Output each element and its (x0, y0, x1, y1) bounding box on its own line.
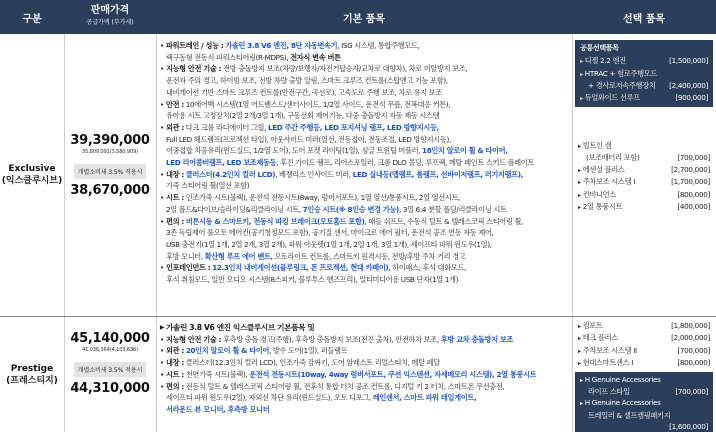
basic-item (158, 216, 572, 228)
item-text: 가솔린 3.8 V6 엔진, 8단 자동변속기 (225, 41, 338, 50)
option-price: [2,000,000] (671, 333, 710, 343)
option-name (580, 68, 657, 80)
option-label: H Genuine Accessories (584, 374, 661, 384)
option-name (580, 410, 670, 421)
basic-item-text (166, 262, 466, 274)
item-text: 내비게이션 기반 스마트 크루즈 컨트롤(안전구간, 곡선로), 고속도로 주행 보조, 차로 유지 보조 (166, 87, 442, 97)
bullet-icon: • (160, 358, 164, 368)
trim-name-kr: (프레스티지) (6, 375, 58, 386)
item-text: LED 주간 주행등, LED 포지셔닝 램프, LED 방향지시등, (268, 122, 439, 132)
option-name (578, 357, 633, 369)
option-row (578, 332, 710, 344)
item-text: 후측방 충돌 경고(주행), 후측방 충돌방지 보조(전진 출차), 안전하차 보조, (221, 334, 441, 344)
item-text: 운전석 전동시트(10way, 4way 럼버서포트, 쿠션 익스텐션, 자세메모리 시스템), 2열 통풍시트 (249, 369, 537, 379)
basic-category: 편의 : (166, 216, 184, 226)
bullet-icon: • (160, 263, 164, 273)
item-text: LED 리어콤비램프, LED 보조제동등 (166, 158, 277, 168)
item-text: 레인센서, 스마트 파워 테일게이트, (372, 393, 477, 403)
common-options-title: 공통선택품목 (580, 44, 619, 52)
bullet-icon: • (160, 193, 164, 203)
option-row (580, 374, 708, 386)
option-label: 에센셜 플러스 (582, 164, 625, 174)
basic-item (158, 40, 572, 52)
option-name (578, 152, 640, 163)
item-text: 인조가죽 시트(블랙), 운전석 전동시트(8way, 럼버서포트), 1열 열선/통풍시트, 2열 열선시트, (183, 193, 460, 203)
basic-item-continuation (158, 404, 572, 416)
bullet-icon: • (160, 169, 164, 179)
option-row (580, 68, 708, 80)
option-price: [700,000] (677, 153, 710, 163)
option-row (578, 140, 710, 152)
row-divider (0, 316, 716, 317)
option-label: 컴포트 (582, 321, 603, 330)
item-text: 3존 독립제어 풀오토 에어컨(공기청정모드 포함), 공기질 센서, 마이크로 에어 필터, 운전석 공조 연동 자동 제어, (166, 228, 494, 238)
basic-items-prestige (158, 322, 572, 416)
basic-item (158, 63, 572, 75)
basic-item-continuation (158, 145, 572, 157)
bullet-icon: • (160, 99, 164, 109)
option-row (578, 345, 710, 357)
option-row (578, 357, 710, 369)
item-text: , ISG 시스템, 통합주행모드, (337, 41, 420, 50)
divider (572, 34, 573, 432)
option-name (578, 176, 635, 188)
option-price: [1,800,000] (671, 321, 710, 330)
common-options-box (575, 40, 713, 107)
item-text: 후방 교차 충돌방지 보조 (440, 334, 514, 344)
option-name (580, 386, 630, 397)
basic-item (158, 169, 572, 181)
triangle-icon: ▶ (159, 324, 165, 331)
basic-category: 지능형 안전 기술 : (166, 334, 222, 344)
basic-item (158, 357, 572, 369)
item-text: 10에어백 시스템(1열 어드밴스드/센터사이드, 1/2열 사이드, 운전석 무릎, 전복대응 커튼), (183, 99, 451, 109)
option-price: [1,500,000] (669, 56, 708, 66)
basic-item-continuation (158, 227, 572, 239)
basic-item (158, 122, 572, 134)
option-row (580, 55, 708, 67)
trim-prestige (0, 317, 64, 432)
basic-item-continuation (158, 134, 572, 146)
triangle-icon: ▸ (578, 323, 581, 330)
basic-item (158, 334, 572, 346)
price-tax-value: 44,310,000 (70, 381, 150, 396)
triangle-icon: ▸ (580, 400, 583, 408)
option-label: + 경사로저속주행장치 (588, 81, 656, 91)
item-text: 다크 크롬 라디에이터 그릴, (183, 122, 269, 132)
basic-category: 인포테인먼트 : (166, 263, 211, 273)
table-header (0, 0, 716, 34)
option-name (580, 92, 640, 104)
item-text: 2열 폴드&다이브/슬라이딩&리클라이닝 시트, (166, 204, 303, 214)
option-price: [1,600,000] (669, 422, 708, 432)
option-row (580, 80, 708, 91)
item-text: , 3열 6:4 분할 폴딩/리클라이닝 시트 (399, 204, 507, 214)
item-text: 천연가죽 시트(블랙), (183, 369, 250, 379)
item-text: 후방 모니터, (166, 251, 205, 261)
basic-category: 외관 : (166, 122, 184, 132)
option-name (578, 164, 625, 176)
option-label: 트레일러 & 셀프캠핑패키지 (588, 410, 671, 420)
item-text: 가죽 스티어링 휠(열선 포함) (166, 181, 250, 191)
triangle-icon: ▸ (578, 204, 581, 212)
basic-item-text (166, 369, 536, 381)
price-prestige (64, 331, 156, 396)
option-price: [700,000] (677, 345, 710, 355)
item-text: 이중접합 차음유리(윈드실드, 1/2열 도어), 도어 포켓 라이팅(1열), 싱글 트윈팁 머플러, (166, 146, 423, 156)
item-text: , 발수 도어(1열), 퍼들램프 (268, 346, 348, 356)
bullet-icon: • (160, 334, 164, 344)
basic-items-exclusive (158, 40, 572, 286)
bullet-icon: • (160, 64, 164, 74)
basic-item (158, 262, 572, 274)
option-label: 테크 플러스 (582, 333, 618, 343)
item-text: 버튼시동 & 스마트키, 전동식 파킹 브레이크(오토홀드 포함) (185, 216, 365, 226)
option-name (578, 320, 603, 332)
item-text: LED 실내등(맵램프, 룸램프, 선바이저램프, 러기지램프), (352, 169, 524, 179)
item-text: 클러스터(4.2인치 컬러 LCD) (185, 169, 276, 179)
basic-item (158, 345, 572, 357)
trim-name-en: Exclusive (8, 164, 56, 174)
basic-item-continuation (158, 251, 572, 263)
option-price: [1,700,000] (671, 177, 710, 187)
trim-exclusive (0, 34, 64, 316)
price-value: 39,390,000 (70, 133, 150, 148)
option-name (578, 140, 611, 152)
option-row (580, 410, 708, 421)
option-label: 2열 통풍시트 (582, 202, 623, 212)
option-name (578, 201, 622, 213)
item-text: 유아용 시트 고정장치(2열 2개/3열 1개), 구동선회 제어기능, 다중 충돌방지 자동 제동 시스템 (166, 111, 440, 121)
item-text: 7인승 시트(※ 8인승 변경 가능) (302, 204, 399, 214)
option-row (578, 189, 710, 201)
bullet-icon: • (160, 369, 164, 379)
basic-item (158, 369, 572, 381)
basic-category: 내장 : (166, 169, 184, 179)
basic-category: 안전 : (166, 99, 184, 109)
option-price: [400,000] (677, 202, 710, 212)
bullet-icon: • (160, 381, 164, 391)
basic-item (158, 381, 572, 393)
bullet-icon: • (160, 122, 164, 132)
basic-category: 편의 : (166, 381, 184, 391)
option-row (580, 92, 708, 104)
item-text: 18인치 알로이 휠 & 타이어, (422, 146, 508, 156)
item-text: 전동식 틸트 & 텔레스코픽 스티어링 휠, 전후석 통합 터치 공조 컨트롤, 디지털 키 2 터치, 스마트폰 무선충전, (183, 381, 505, 391)
option-row (578, 176, 710, 188)
option-price: [700,000] (675, 387, 708, 397)
item-text: , 하이패스, 후석 대화모드, (388, 263, 466, 273)
price-value: 45,140,000 (70, 331, 150, 346)
basic-item (158, 192, 572, 204)
item-text: 전자식 변속 버튼 (290, 52, 341, 62)
options-prestige (575, 320, 713, 432)
basic-item-continuation (158, 204, 572, 216)
basic-title: 가솔린 3.8 V6 엔진 익스클루시브 기본품목 및 (166, 323, 315, 332)
option-label: 라이프 스타일 (588, 387, 630, 397)
header-price-sub: 공급가액 (부가세) (86, 19, 134, 26)
option-name (580, 397, 661, 409)
option-row (578, 152, 710, 163)
basic-category: 지능형 안전 기술 : (166, 64, 222, 74)
basic-item-text (166, 169, 523, 181)
option-name (580, 374, 661, 386)
option-name (578, 189, 616, 201)
item-text: USB 충전기(1열 1개, 2열 2개, 3열 2개), 파워 아웃렛(1열 1개, 2열 1개, 3열 1개), 세이프티 파워 윈도우(1열), (166, 239, 492, 249)
basic-title-row (158, 322, 572, 334)
option-row (580, 421, 708, 432)
bullet-icon: • (160, 216, 164, 226)
item-text: 운전자 주의 경고, 하이빔 보조, 전방 차량 출발 알림, 스마트 크루즈 컨트롤(스탑앤고 기능 포함), (166, 76, 448, 86)
triangle-icon: ▸ (580, 376, 583, 384)
trim-name-kr: (익스클루시브) (1, 176, 63, 186)
option-label: H Genuine Accessories (584, 398, 661, 408)
accessory-options-box (575, 372, 713, 432)
item-text: 전방 충돌방지 보조(차량/보행자/자전거탑승자/교차로 대향차), 차로 이탈방지 보조, (221, 64, 468, 74)
basic-item-continuation (158, 87, 572, 99)
option-label: 주차보조 시스템 II (582, 345, 637, 355)
option-row (578, 201, 710, 213)
basic-item-text (166, 345, 347, 357)
item-text: 20인치 알로이 휠 & 타이어 (185, 346, 269, 356)
option-price: [2,400,000] (669, 81, 708, 91)
tax-badge: 개별소비세 3.5% 적용시 (74, 164, 147, 179)
header-price-label: 판매가격 (90, 5, 130, 16)
item-text: 클러스터(12.3인치 컬러 LCD), 인조가죽 감싸기, 도어 암레스트 리얼스티치, 메탈 페달 (183, 358, 440, 368)
basic-item-continuation (158, 274, 572, 286)
option-label: 컨비니언스 (582, 189, 616, 199)
option-price: [800,000] (677, 189, 710, 199)
options-exclusive (575, 40, 713, 213)
basic-item-text (166, 357, 440, 369)
option-name (578, 332, 618, 344)
triangle-icon: ▸ (578, 166, 581, 174)
header-options: 선택 품목 (622, 13, 666, 25)
triangle-icon: ▸ (578, 335, 581, 343)
item-text: 세이프티 파워 윈도우(2열), 자외선 차단 유리(윈드실드), 오토 디포그, (166, 393, 373, 403)
basic-item-continuation (158, 110, 572, 122)
basic-item-continuation (158, 52, 572, 64)
basic-item-continuation (158, 239, 572, 251)
option-label: 빌트인 캠 (582, 141, 612, 151)
item-text: 12.3인치 내비게이션(블루링크, 폰 프로젝션, 현대 카페이) (212, 263, 389, 273)
basic-item-text (166, 381, 504, 393)
option-price: [900,000] (675, 92, 708, 102)
option-price: [800,000] (677, 358, 710, 368)
trim-name-en: Prestige (10, 363, 54, 374)
option-price: [2,700,000] (671, 164, 710, 174)
option-label: HTRAC + 험로주행모드 (584, 68, 658, 78)
basic-item-text (166, 63, 467, 75)
triangle-icon: ▸ (578, 360, 581, 368)
option-row (580, 386, 708, 397)
header-basic: 기본 품목 (342, 13, 386, 25)
basic-category: 시트 : (166, 369, 184, 379)
item-text: 서라운드 뷰 모니터, 후측방 모니터 (166, 404, 270, 414)
item-text: , 오토라이트 컨트롤, 스마트키 원격시동, 전방/후방 주차 거리 경고 (270, 251, 466, 261)
basic-item-continuation (158, 157, 572, 169)
basic-category: 파워트레인 / 성능 : (166, 41, 224, 50)
option-row (578, 320, 710, 332)
basic-item-text (166, 216, 523, 228)
basic-item-continuation (158, 75, 572, 87)
option-label: (보조배터리 포함) (586, 153, 640, 163)
option-name (661, 421, 669, 432)
triangle-icon: ▸ (580, 94, 583, 102)
basic-item-text (166, 99, 450, 111)
option-label: 현대스마트센스 I (582, 358, 634, 368)
bullet-icon: • (160, 346, 164, 356)
option-name (580, 80, 656, 91)
triangle-icon: ▸ (578, 191, 581, 199)
item-text: 랙구동형 전동식 파워스티어링(R-MDPS), (166, 52, 291, 62)
basic-category: 시트 : (166, 193, 184, 203)
basic-category: 외관 : (166, 346, 184, 356)
item-text: , 후진 가이드 램프, 리어스포일러, 크롬 DLO 몰딩, 루프랙, 메탈 페인트 스키드 플레이트 (276, 158, 534, 168)
option-label: 듀얼와이드 선루프 (584, 92, 640, 102)
option-name (580, 55, 626, 67)
triangle-icon: ▸ (580, 70, 583, 78)
option-name (578, 345, 637, 357)
header-trim: 구분 (22, 13, 42, 25)
basic-item-text (166, 334, 513, 346)
item-text: , 베젤리스 인사이드 미러, (275, 169, 353, 179)
option-label: 주차보조 시스템 I (582, 177, 636, 187)
basic-item-text (166, 40, 419, 52)
basic-item-continuation (158, 392, 572, 404)
basic-item-continuation (158, 180, 572, 192)
divider (156, 34, 157, 432)
header-price (64, 0, 156, 34)
option-row (580, 397, 708, 409)
item-text: Full LED 헤드램프(프로젝션 타입), 아웃사이드 미러(열선, 전동접이, 전동조절, LED 방향지시등), (166, 134, 451, 144)
triangle-icon: ▸ (578, 143, 581, 151)
item-text: 확산형 루프 에어 벤트 (204, 251, 271, 261)
item-text: 후석 취침모드, 일반 오디오 시스템(8스피커, 블루투스 핸즈프리), 멀티미디어용 USB 단자(1열 1개) (166, 275, 459, 285)
bullet-icon: • (160, 41, 164, 50)
price-tax-value: 38,670,000 (70, 183, 150, 198)
tax-badge: 개별소비세 3.5% 적용시 (74, 362, 147, 377)
option-row (578, 164, 710, 176)
triangle-icon: ▸ (578, 179, 581, 187)
item-text: , 패들 쉬프트, 수동식 틸트 & 텔레스코픽 스티어링 휠, (364, 216, 523, 226)
triangle-icon: ▸ (580, 58, 583, 66)
basic-item-text (166, 122, 439, 134)
basic-item (158, 99, 572, 111)
price-detail: 35,809,091(3,580,909) (82, 149, 138, 155)
triangle-icon: ▸ (578, 347, 581, 355)
price-detail: 41,036,364(4,103,636) (82, 347, 138, 353)
basic-item-text (166, 192, 460, 204)
price-exclusive (64, 133, 156, 198)
option-label: 디젤 2.2 엔진 (584, 56, 626, 66)
basic-category: 내장 : (166, 358, 184, 368)
